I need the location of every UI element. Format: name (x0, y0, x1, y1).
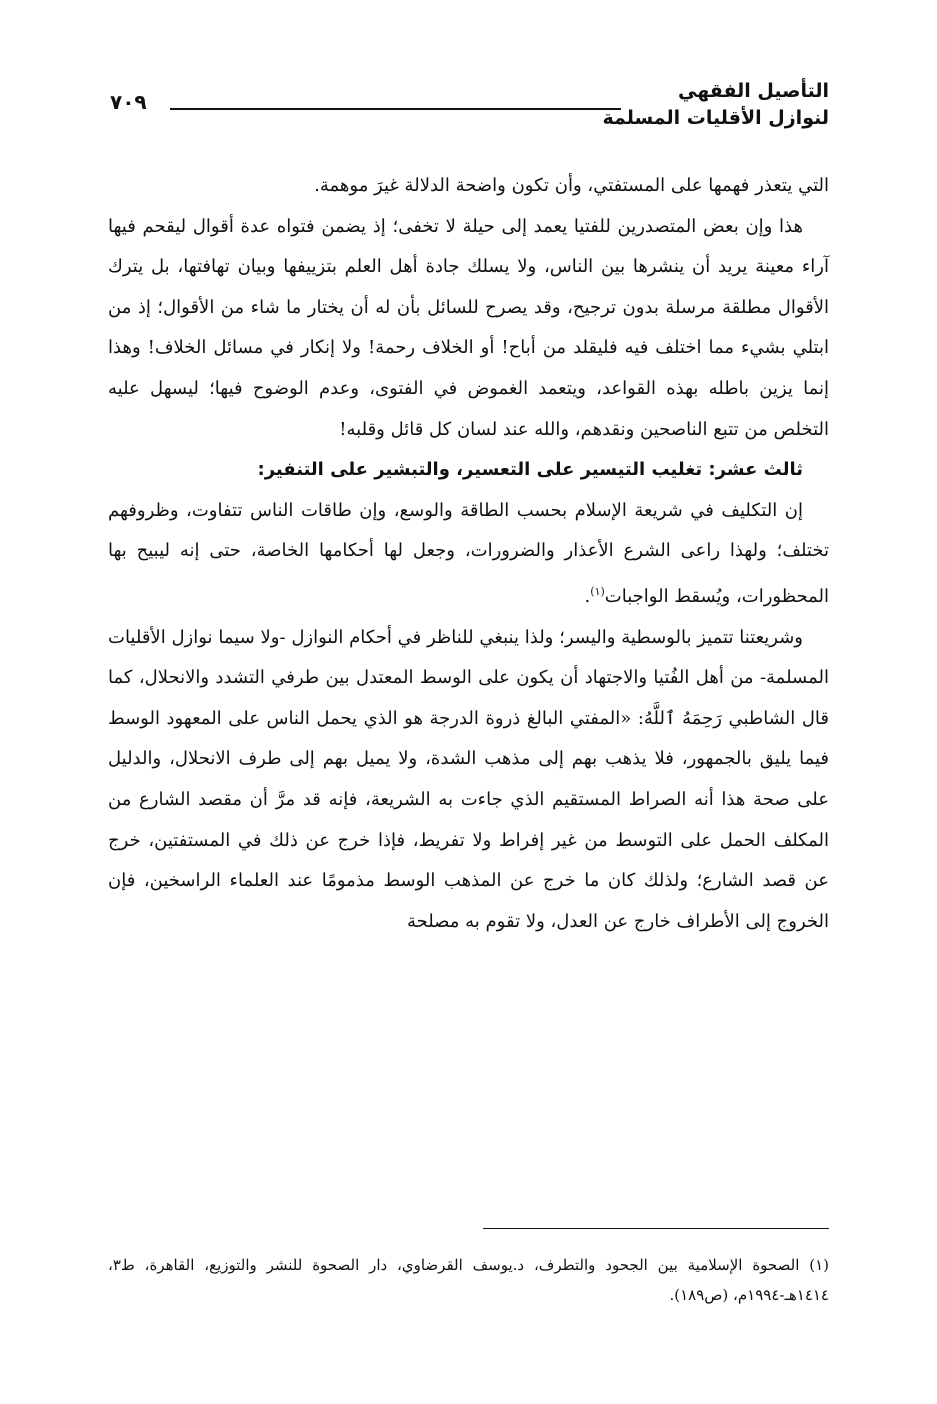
paragraph-2: هذا وإن بعض المتصدرين للفتيا يعمد إلى حيلة لا تخفى؛ إذ يضمن فتواه عدة أقوال ليقحم فيها آراء معينة يريد أن ينشرها بين الناس، ولا يسلك جادة أهل العلم بتزييفها وبيان تهافتها، بل يترك الأقوال مطلقة مرسلة بدون ترجيح، وقد يصرح للسائل بأن له أن يختار ما شاء من الأقوال؛ إذ من ابتلي بشيء مما اختلف فيه فليقلد من أباح! أو الخلاف رحمة! ولا إنكار في مسائل الخلاف! وهذا إنما يزين باطله بهذه القواعد، ويتعمد الغموض في الفتوى، وعدم الوضوح فيها؛ ليسهل عليه التخلص من تتبع الناصحين ونقدهم، والله عند لسان كل قائل وقلبه! (108, 215, 829, 440)
footnote-reference: (١) (590, 584, 605, 598)
footnote-rule (483, 1228, 829, 1229)
running-title-line-2: لنوازل الأقليات المسلمة (602, 107, 829, 129)
running-title-line-1: التأصيل الفقهي (678, 80, 829, 102)
footnotes (108, 1250, 829, 1310)
paragraph-3 (108, 491, 829, 618)
running-title (602, 78, 829, 132)
paragraph-1: التي يتعذر فهمها على المستفتي، وأن تكون واضحة الدلالة غيرَ موهمة. (314, 175, 829, 196)
paragraph-3-end: . (584, 585, 591, 607)
footnote-1: (١) الصحوة الإسلامية بين الجحود والتطرف، د.يوسف القرضاوي، دار الصحوة للنشر والتوزيع، القاهرة، ط٣، ١٤١٤هـ-١٩٩٤م، (ص١٨٩). (108, 1256, 829, 1304)
body-text (108, 166, 829, 942)
paragraph-4: وشريعتنا تتميز بالوسطية واليسر؛ ولذا ينبغي للناظر في أحكام النوازل -ولا سيما نوازل الأقليات المسلمة- من أهل الفُتيا والاجتهاد أن يكون على الوسط المعتدل بين طرفي التشدد والانحلال، كما قال الشاطبي رَحِمَهُ ٱللَّهُ: «المفتي البالغ ذروة الدرجة هو الذي يحمل الناس على المعهود الوسط فيما يليق بالجمهور، فلا يذهب بهم إلى مذهب الشدة، ولا يميل بهم إلى طرف الانحلال، والدليل على صحة هذا أنه الصراط المستقيم الذي جاءت به الشريعة، فإنه قد مرَّ أن مقصد الشارع من المكلف الحمل على التوسط من غير إفراط ولا تفريط، فإذا خرج عن ذلك في المستفتين، خرج عن قصد الشارع؛ ولذلك كان ما خرج عن المذهب الوسط مذمومًا عند العلماء الراسخين، فإن الخروج إلى الأطراف خارج عن العدل، ولا تقوم به مصلحة (108, 626, 830, 932)
paragraph-3-text: إن التكليف في شريعة الإسلام بحسب الطاقة والوسع، وإن طاقات الناس تتفاوت، وظروفهم تختلف؛ ولهذا راعى الشرع الأعذار والضرورات، وجعل لها أحكامها الخاصة، حتى إنه ليبيح بها المحظورات، ويُسقط الواجبات (108, 499, 829, 607)
page-number: ٧٠٩ (110, 90, 147, 114)
section-heading: ثالث عشر: تغليب التيسير على التعسير، والتبشير على التنفير: (257, 459, 803, 481)
page-header (110, 78, 829, 138)
header-rule (170, 108, 621, 110)
